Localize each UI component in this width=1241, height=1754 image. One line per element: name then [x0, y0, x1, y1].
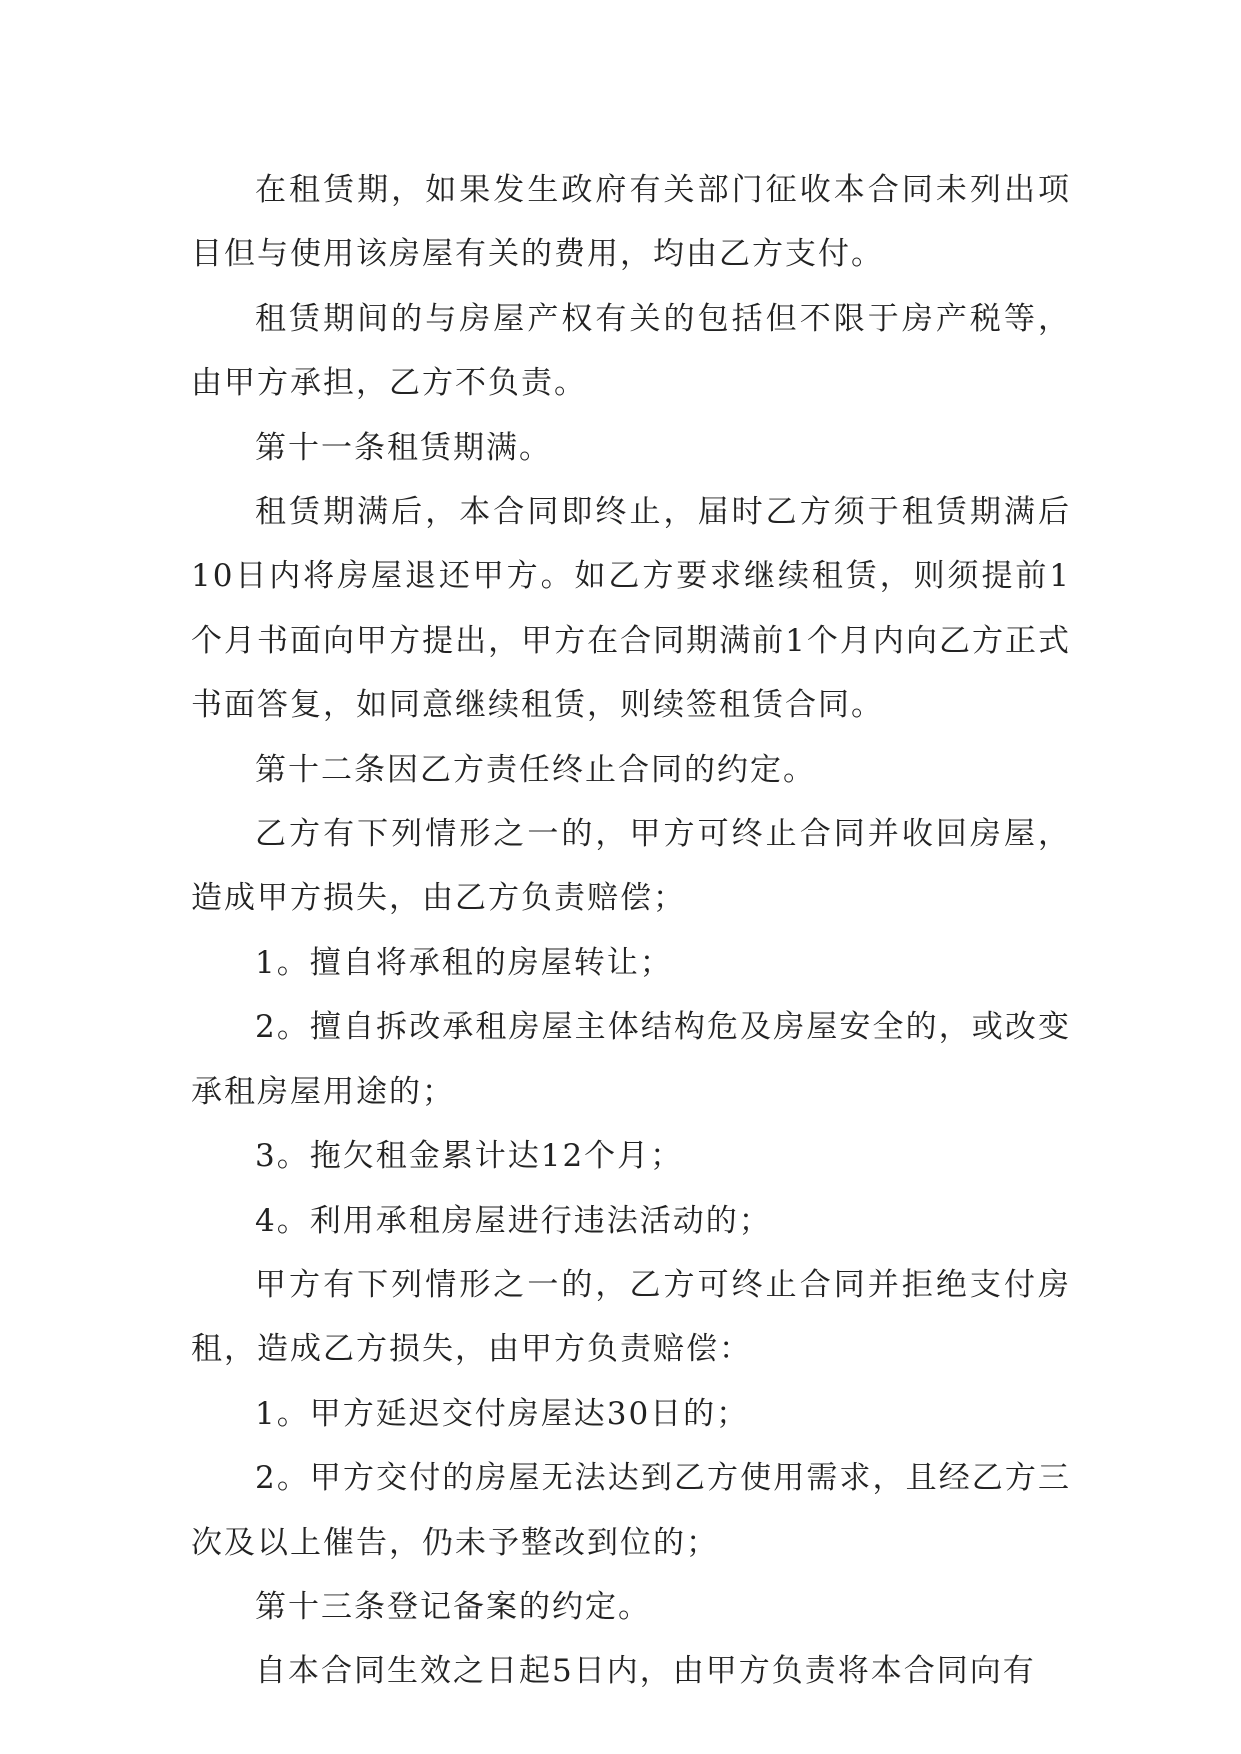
list-item-tenant-3: 3。拖欠租金累计达12个月； — [255, 1138, 684, 1175]
list-item-landlord-1: 1。甲方延迟交付房屋达30日的； — [255, 1395, 750, 1432]
list-item-tenant-4: 4。利用承租房屋进行违法活动的； — [255, 1202, 772, 1239]
list-item-tenant-1: 1。擅自将承租的房屋转让； — [255, 944, 673, 981]
list-item-tenant-2: 2。擅自拆改承租房屋主体结构危及房屋安全的，或改变承租房屋用途的； — [191, 1009, 1071, 1110]
paragraph-tax-fees: 在租赁期，如果发生政府有关部门征收本合同未列出项目但与使用该房屋有关的费用，均由乙方支付。 — [191, 172, 1071, 273]
paragraph-lease-expiry: 租赁期满后，本合同即终止，届时乙方须于租赁期满后10日内将房屋退还甲方。如乙方要求继续租赁，则须提前1个月书面向甲方提出，甲方在合同期满前1个月内向乙方正式书面答复，如同意继续租赁，则续签租赁合同。 — [191, 494, 1071, 724]
list-item-landlord-2: 2。甲方交付的房屋无法达到乙方使用需求，且经乙方三次及以上催告，仍未予整改到位的； — [191, 1460, 1071, 1561]
clause-11-heading: 第十一条租赁期满。 — [255, 429, 552, 466]
clause-12-heading: 第十二条因乙方责任终止合同的约定。 — [255, 751, 816, 788]
document-body — [191, 158, 1071, 1704]
paragraph-registration: 自本合同生效之日起5日内，由甲方负责将本合同向有 — [255, 1653, 1036, 1690]
paragraph-property-tax: 租赁期间的与房屋产权有关的包括但不限于房产税等，由甲方承担，乙方不负责。 — [191, 300, 1071, 402]
paragraph-tenant-breach: 乙方有下列情形之一的，甲方可终止合同并收回房屋，造成甲方损失，由乙方负责赔偿； — [191, 816, 1071, 917]
clause-13-heading: 第十三条登记备案的约定。 — [255, 1588, 651, 1625]
paragraph-landlord-breach: 甲方有下列情形之一的，乙方可终止合同并拒绝支付房租，造成乙方损失，由甲方负责赔偿： — [191, 1266, 1071, 1368]
